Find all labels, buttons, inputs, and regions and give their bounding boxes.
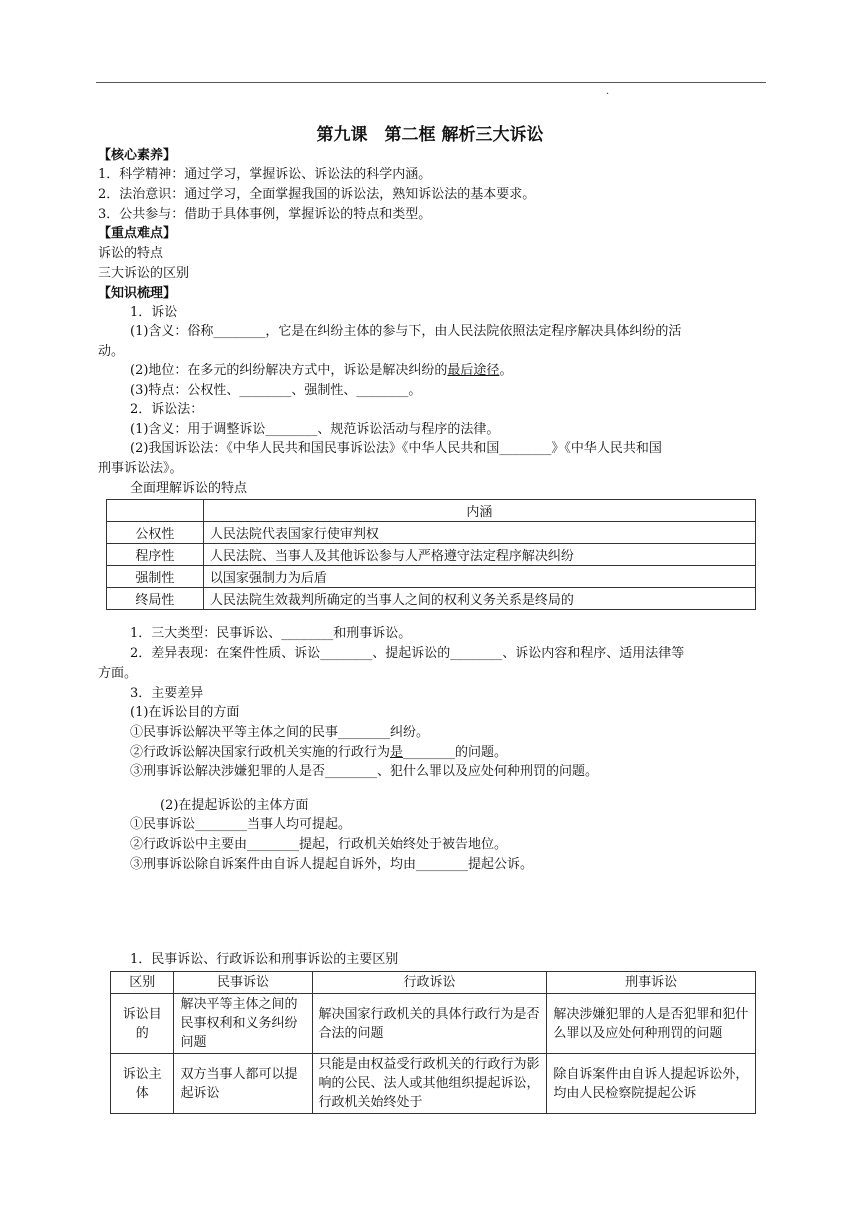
types-line-8: (2)在提起诉讼的主体方面 — [160, 798, 309, 813]
types-line-4: (1)在诉讼目的方面 — [130, 705, 240, 720]
table-cell: 公权性 — [107, 522, 204, 544]
table-cell: 解决国家行政机关的具体行政行为是否合法的问题 — [312, 994, 547, 1054]
table-row — [107, 522, 756, 544]
table-cell: 终局性 — [107, 588, 204, 610]
table-header-cell: 行政诉讼 — [312, 972, 547, 994]
table-cell: 诉讼目的 — [111, 994, 174, 1054]
knowledge-p1-3: (3)特点：公权性、________、强制性、________。 — [130, 383, 422, 398]
table-cell: 强制性 — [107, 566, 204, 588]
table1-caption: 全面理解诉讼的特点 — [130, 481, 248, 496]
header-rule — [96, 82, 766, 83]
table-header-row — [107, 500, 756, 522]
summary-caption: 1．民事诉讼、行政诉讼和刑事诉讼的主要区别 — [130, 952, 399, 967]
table-row — [107, 566, 756, 588]
features-table — [106, 499, 756, 610]
types-line-11: ③刑事诉讼除自诉案件由自诉人提起自诉外，均由________提起公诉。 — [130, 857, 534, 872]
core-literacy-heading: 【核心素养】 — [98, 148, 177, 163]
knowledge-heading: 【知识梳理】 — [98, 286, 177, 301]
core-literacy-item-2: 2．法治意识：通过学习，全面掌握我国的诉讼法，熟知诉讼法的基本要求。 — [98, 187, 536, 202]
knowledge-p1-1a: (1)含义：俗称________，它是在纠纷主体的参与下，由人民法院依照法定程序解决具体纠纷的活 — [130, 324, 682, 339]
knowledge-p1-1b: 动。 — [98, 344, 125, 359]
types-line-10: ②行政诉讼中主要由________提起，行政机关始终处于被告地位。 — [130, 837, 508, 852]
table-cell: 程序性 — [107, 544, 204, 566]
key-point-item-1: 诉讼的特点 — [98, 246, 164, 261]
table-header-cell: 刑事诉讼 — [547, 972, 756, 994]
table-cell: 人民法院生效裁判所确定的当事人之间的权利义务关系是终局的 — [203, 588, 755, 610]
knowledge-p1-2-pre: (2)地位：在多元的纠纷解决方式中，诉讼是解决纠纷的 — [130, 363, 448, 378]
knowledge-p1-title: 1．诉讼 — [130, 305, 178, 320]
types-line-6 — [130, 743, 800, 763]
knowledge-p2-2b: 刑事诉讼法》。 — [98, 461, 183, 476]
table-header-cell — [107, 500, 204, 522]
table-cell: 解决平等主体之间的民事权利和义务纠纷问题 — [174, 994, 312, 1054]
comparison-table — [110, 971, 756, 1114]
table-header-cell: 区别 — [111, 972, 174, 994]
types-line-3: 3．主要差异 — [130, 686, 204, 701]
types-line-2b: 方面。 — [98, 666, 138, 681]
types-line-2a: 2．差异表现：在案件性质、诉讼________、提起诉讼的________、诉讼内容和程序、适用法律等 — [130, 646, 685, 661]
table-cell: 以国家强制力为后盾 — [203, 566, 755, 588]
table-cell: 只能是由权益受行政机关的行政行为影响的公民、法人或其他组织提起诉讼，行政机关始终处于 — [312, 1054, 547, 1114]
types-line-7: ③刑事诉讼解决涉嫌犯罪的人是否________、犯什么罪以及应处何种刑罚的问题。 — [130, 764, 599, 779]
core-literacy-item-1: 1．科学精神：通过学习，掌握诉讼、诉讼法的科学内涵。 — [98, 167, 432, 182]
types-line-6-underline: 是 — [390, 745, 404, 760]
types-line-6-post: ________的问题。 — [403, 745, 508, 760]
table-row — [111, 994, 756, 1054]
table-header-row — [111, 972, 756, 994]
table-header-cell: 民事诉讼 — [174, 972, 312, 994]
knowledge-p2-1: (1)含义：用于调整诉讼________、规范诉讼活动与程序的法律。 — [130, 422, 500, 437]
table-cell: 解决涉嫌犯罪的人是否犯罪和犯什么罪以及应处何种刑罚的问题 — [547, 994, 756, 1054]
page-title: 第九课 第二框 解析三大诉讼 — [316, 125, 544, 145]
knowledge-p1-2-underline: 最后途径 — [447, 363, 500, 378]
table-cell: 人民法院代表国家行使审判权 — [203, 522, 755, 544]
knowledge-p1-2-post: 。 — [499, 363, 513, 378]
key-points-heading: 【重点难点】 — [98, 226, 177, 241]
table-cell: 双方当事人都可以提起诉讼 — [174, 1054, 312, 1114]
table-header-cell: 内涵 — [203, 500, 755, 522]
table-cell: 诉讼主体 — [111, 1054, 174, 1114]
knowledge-p2-title: 2．诉讼法： — [130, 402, 204, 417]
table-cell: 除自诉案件由自诉人提起诉讼外，均由人民检察院提起公诉 — [547, 1054, 756, 1114]
knowledge-p2-2a: (2)我国诉讼法：《中华人民共和国民事诉讼法》《中华人民共和国________》《中华人民共和国 — [130, 441, 662, 456]
types-line-6-pre: ②行政诉讼解决国家行政机关实施的行政行为 — [130, 745, 391, 760]
table-row — [111, 1054, 756, 1114]
table-cell: 人民法院、当事人及其他诉讼参与人严格遵守法定程序解决纠纷 — [203, 544, 755, 566]
core-literacy-item-3: 3．公共参与：借助于具体事例，掌握诉讼的特点和类型。 — [98, 207, 432, 222]
types-line-9: ①民事诉讼________当事人均可提起。 — [130, 817, 352, 832]
types-line-1: 1．三大类型：民事诉讼、________和刑事诉讼。 — [130, 626, 412, 641]
header-dot: . — [606, 86, 610, 97]
table-row — [107, 588, 756, 610]
knowledge-p1-2 — [130, 361, 800, 381]
key-point-item-2: 三大诉讼的区别 — [98, 266, 190, 281]
types-line-5: ①民事诉讼解决平等主体之间的民事________纠纷。 — [130, 725, 430, 740]
table-row — [107, 544, 756, 566]
